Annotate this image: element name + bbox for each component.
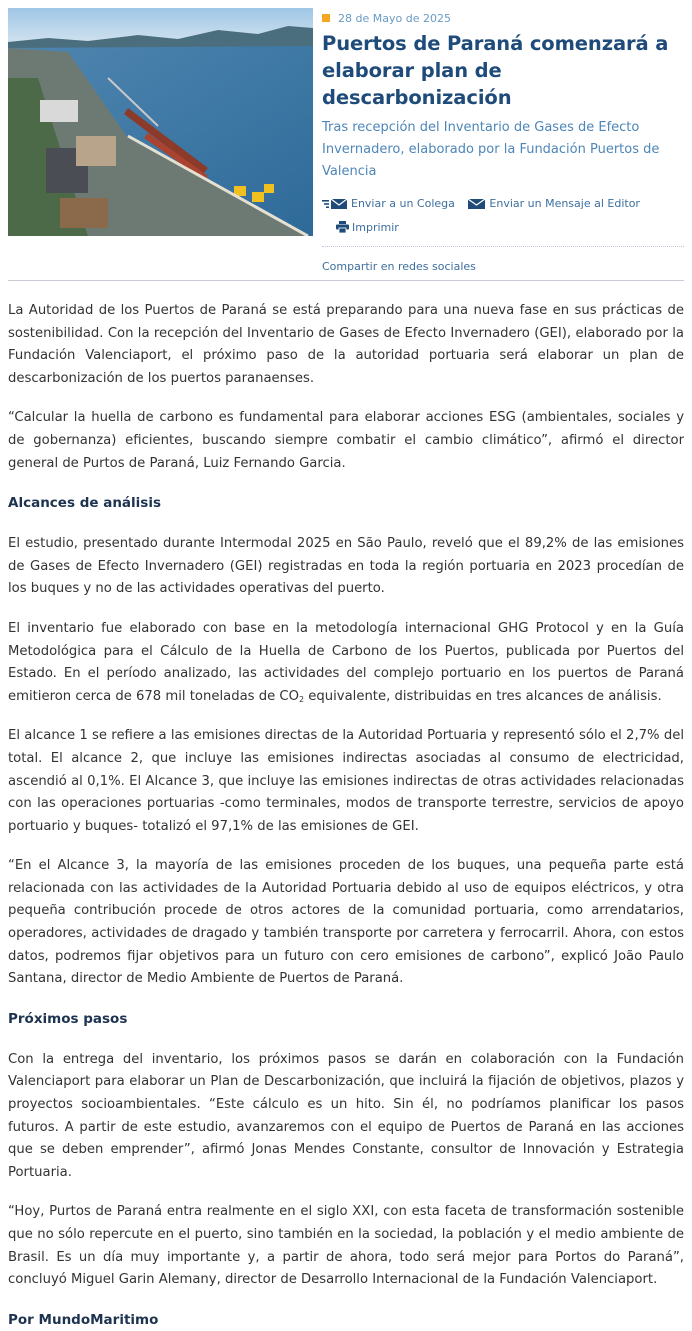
- send-colleague-label: Enviar a un Colega: [351, 197, 455, 210]
- section-heading-alcances: Alcances de análisis: [8, 495, 161, 512]
- paragraph-3: El estudio, presentado durante Intermodal 2025 en São Paulo, reveló que el 89,2% de las emisiones de Gases de Efecto Invernadero (GEI) registradas en toda la región portuaria en 2023 procedían de los buques y no de las actividades operativas del puerto.: [8, 536, 684, 597]
- print-link[interactable]: [336, 217, 399, 238]
- paragraph-5: El alcance 1 se refiere a las emisiones directas de la Autoridad Portuaria y representó sólo el 2,7% del total. El alcance 2, que incluye las emisiones indirectas asociadas al consumo de electricidad, ascendió al 0,1%. El Alcance 3, que incluye las emisiones indirectas de otras actividades relacionadas con las operaciones portuarias -como terminales, modos de transporte terrestre, servicios de apoyo portuario y buques- totalizó el 97,1% de las emisiones de GEI.: [8, 728, 684, 834]
- share-social-link[interactable]: Compartir en redes sociales: [322, 260, 476, 273]
- port-aerial-image: [8, 8, 313, 236]
- paragraph-1: La Autoridad de los Puertos de Paraná se está preparando para una nueva fase en sus prácticas de sostenibilidad. Con la recepción del Inventario de Gases de Efecto Invernadero (GEI), elaborado por la Fundación Valenciaport, el próximo paso de la autoridad portuaria será elaborar un plan de descarbonización de los puertos paranaenses.: [8, 303, 684, 386]
- co2-subscript: 2: [298, 694, 305, 704]
- paragraph-4-text-b: equivalente, distribuidas en tres alcances de análisis.: [304, 688, 662, 704]
- paragraph-7: Con la entrega del inventario, los próximos pasos se darán en colaboración con la Fundación Valenciaport para elaborar un Plan de Descarbonización, que incluirá la fijación de objetivos, plazos y proyectos socioambientales. “Este cálculo es un hito. Sin él, no podríamos planificar los pasos futuros. A partir de este estudio, avanzaremos con el equipo de Puertos de Paraná en las acciones que se deben emprender”, afirmó Jonas Mendes Constante, consultor de Innovación y Estrategia Portuaria.: [8, 1051, 684, 1180]
- byline: Por MundoMaritimo: [8, 1311, 159, 1328]
- send-colleague-icon: [322, 198, 348, 210]
- paragraph-8: “Hoy, Purtos de Paraná entra realmente en el siglo XXI, con esta faceta de transformación sostenible que no sólo repercute en el puerto, sino también en la sociedad, la población y el medio ambiente de Brasil. Es un día muy importante y, a partir de ahora, todo será mejor para Portos do Paraná”, concluyó Miguel Garin Alemany, director de Desarrollo Internacional de la Fundación Valenciaport.: [8, 1204, 684, 1288]
- article-photo: [8, 8, 313, 236]
- send-editor-label: Enviar un Mensaje al Editor: [489, 197, 640, 210]
- date-row: [322, 8, 684, 28]
- paragraph-2: “Calcular la huella de carbono es fundamental para elaborar acciones ESG (ambientales, sociales y de gobernanza) eficientes, buscando siempre combatir el cambio climático”, afirmó el director general de Purtos de Paraná, Luiz Fernando Garcia.: [8, 410, 684, 471]
- section-heading-proximos: Próximos pasos: [8, 1010, 128, 1027]
- article-actions: [322, 193, 684, 240]
- article-header: [8, 8, 684, 273]
- publish-date: 28 de Mayo de 2025: [338, 11, 451, 25]
- article-body: [8, 300, 684, 1331]
- share-separator: [322, 246, 684, 247]
- send-to-editor-link[interactable]: [468, 193, 640, 214]
- paragraph-4: [8, 618, 684, 708]
- article-subtitle: Tras recepción del Inventario de Gases de Efecto Invernadero, elaborado por la Fundación Puertos de Valencia: [322, 120, 660, 179]
- article-meta: [322, 8, 684, 273]
- article-title: Puertos de Paraná comenzará a elaborar plan de descarbonización: [322, 32, 669, 109]
- print-label: Imprimir: [352, 220, 399, 234]
- send-to-colleague-link[interactable]: [322, 193, 455, 214]
- date-marker-icon: [322, 14, 330, 22]
- paragraph-4-text-a: El inventario fue elaborado con base en la metodología internacional GHG Protocol y en la Guía Metodológica para el Cálculo de la Huella de Carbono de los Puertos, publicada por Puertos del Estado. En el período analizado, las actividades del complejo portuario en los puertos de Paraná emitieron cerca de 678 mil toneladas de CO: [8, 620, 684, 704]
- printer-icon: [336, 221, 349, 233]
- mail-icon: [468, 198, 486, 210]
- header-divider: [8, 280, 684, 281]
- paragraph-6: “En el Alcance 3, la mayoría de las emisiones proceden de los buques, una pequeña parte está relacionada con las actividades de la Autoridad Portuaria debido al uso de equipos eléctricos, y otra pequeña contribución procede de otros actores de la comunidad portuaria, como arrendatarios, operadores, actividades de dragado y también transporte por carretera y ferrocarril. Ahora, con estos datos, podremos fijar objetivos para un futuro con cero emisiones de carbono”, explicó João Paulo Santana, director de Medio Ambiente de Puertos de Paraná.: [8, 858, 684, 987]
